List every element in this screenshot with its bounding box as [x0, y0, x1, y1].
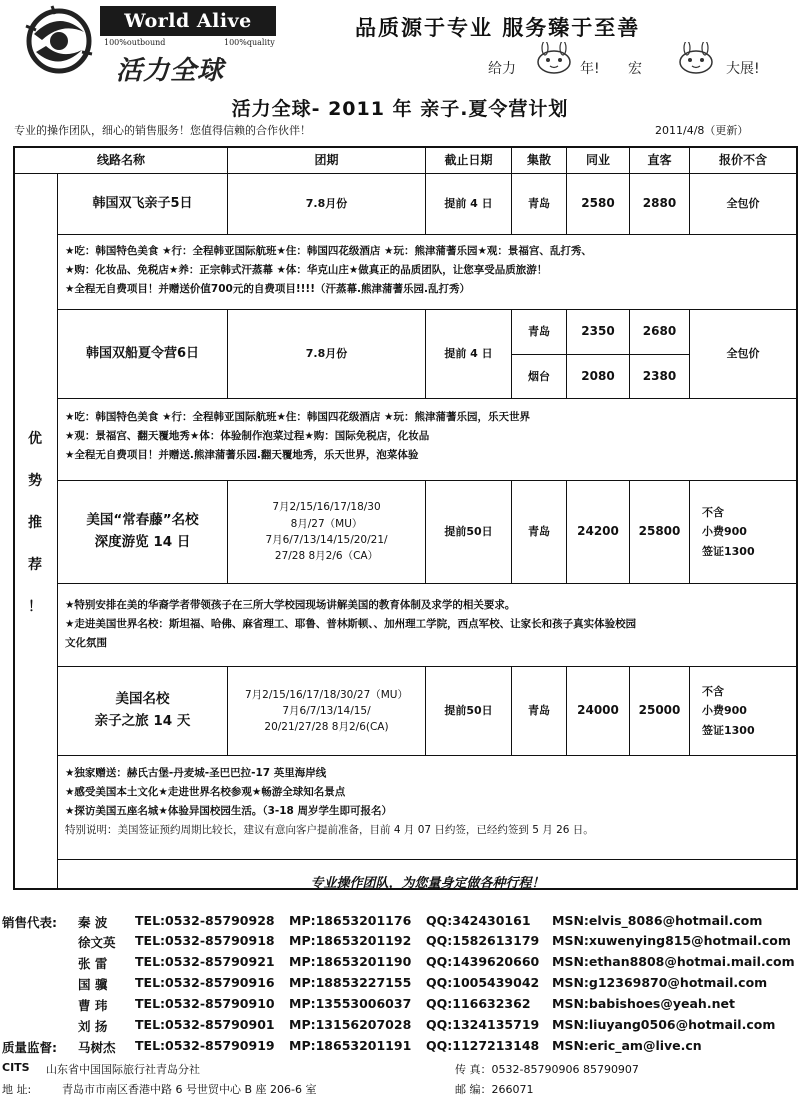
deadline: 提前 4 日 [444, 347, 493, 361]
route-name [58, 667, 227, 755]
contact-mobile: MP:18653201191 [289, 1038, 412, 1053]
header-route: 线路名称 [96, 152, 145, 167]
contact-msn: MSN:ethan8808@hotmai.mail.com [552, 954, 795, 969]
city: 青岛 [528, 704, 550, 718]
slogan2-a: 给力 [488, 61, 516, 77]
cits-label: CITS [2, 1061, 30, 1074]
contact-msn: MSN:liuyang0506@hotmail.com [552, 1017, 776, 1032]
excl-line: 小费900 [702, 525, 747, 539]
header-city: 集散 [526, 152, 551, 167]
note-line: ★全程无自费项目！并赠送价值700元的自费项目!!!!（汗蒸幕.熊津蒲蓍乐园.乱打秀） [65, 283, 470, 295]
note-line: ★观：景福宫、翻天覆地秀★体：体验制作泡菜过程★购：国际免税店，化妆品 [65, 430, 430, 442]
brand-en: World Alive Tour [100, 6, 276, 36]
contact-tel: TEL:0532-85790921 [135, 954, 275, 969]
period [228, 667, 425, 755]
contact-msn: MSN:g12369870@hotmail.com [552, 975, 768, 990]
slogan-secondary [488, 58, 788, 88]
note-line: 文化氛围 [65, 637, 107, 649]
contact-qq: QQ:342430161 [426, 913, 531, 928]
contact-tel: TEL:0532-85790928 [135, 913, 275, 928]
advantage-label [14, 428, 56, 638]
period-line: 20/21/27/28 8月2/6(CA) [264, 721, 389, 734]
retail-price: 2380 [642, 368, 677, 383]
page-title: 活力全球- 2011 年 亲子.夏令营计划 [231, 98, 569, 120]
period-line: 27/28 8月2/6（CA） [274, 550, 379, 563]
period-line: 7月2/15/16/17/18/30 [272, 501, 381, 514]
excl-line: 小费900 [702, 704, 747, 718]
contact-row [0, 954, 800, 974]
contact-tel: TEL:0532-85790901 [135, 1017, 275, 1032]
contact-tel: TEL:0532-85790910 [135, 996, 275, 1011]
notes-block [65, 764, 793, 840]
retail-price: 25000 [638, 703, 681, 718]
route-line: 美国名校 [115, 691, 170, 708]
brand-sub-right: 100%quality [224, 38, 275, 47]
route-line: 亲子之旅 14 天 [94, 713, 191, 729]
period [228, 481, 425, 583]
period-line: 8月/27（MU） [290, 517, 363, 530]
note-line: ★走进美国世界名校：斯坦福、哈佛、麻省理工、耶鲁、普林斯顿、、加州理工学院，西点军校、让家长和孩子真实体验校园 [65, 618, 637, 630]
contact-name: 马树杰 [78, 1040, 116, 1055]
trade-price: 2580 [581, 196, 615, 211]
brand-sub-left: 100%outbound [104, 38, 166, 47]
advantage-char: ！ [28, 599, 42, 615]
period-line: 7月6/7/13/14/15/ [282, 704, 371, 717]
trade-price: 2350 [581, 324, 615, 339]
row-divider [57, 755, 798, 756]
contact-qq: QQ:1582613179 [426, 933, 540, 948]
table-border [796, 146, 798, 890]
contact-mobile: MP:13553006037 [289, 996, 412, 1011]
contact-qq: QQ:1439620660 [426, 954, 540, 969]
contact-row [0, 1038, 800, 1058]
trade-price: 24000 [577, 703, 619, 718]
contact-tel: TEL:0532-85790916 [135, 975, 275, 990]
contact-name: 国 骥 [78, 977, 108, 992]
slogan2-d: 大展! [726, 61, 760, 77]
contact-mobile: MP:18653201192 [289, 933, 412, 948]
city: 青岛 [528, 197, 550, 211]
row-divider [57, 583, 798, 584]
advantage-char: 势 [28, 473, 42, 489]
contact-row [0, 913, 800, 933]
slogan: 品质源于专业 服务臻于至善 [355, 16, 641, 40]
qc-label: 质量监督: [2, 1040, 57, 1055]
trade-price: 2080 [581, 368, 615, 383]
itinerary-table [13, 146, 798, 890]
contact-mobile: MP:18653201190 [289, 954, 412, 969]
rabbit-face-icon [674, 42, 718, 74]
note-line: ★特别安排在美的华裔学者带领孩子在三所大学校园现场讲解美国的教育体制及求学的相关要求。 [65, 599, 516, 611]
bottom-slogan: 专业操作团队，为您量身定做各种行程！ [310, 876, 545, 891]
note-line: ★吃：韩国特色美食 ★行：全程韩亚国际航班★住：韩国四花级酒店 ★玩：熊津蒲蓍乐园★观：景福宫、乱打秀、 [65, 245, 592, 257]
header-trade: 同业 [585, 152, 610, 167]
notes-block [65, 242, 793, 299]
excl-line: 不含 [702, 685, 724, 699]
contact-row [0, 975, 800, 995]
route-name: 韩国双飞亲子5日 [92, 195, 193, 211]
route-name: 韩国双船夏令营6日 [85, 345, 200, 361]
deadline: 提前 4 日 [444, 197, 493, 211]
city: 烟台 [528, 369, 550, 383]
contact-row [0, 933, 800, 953]
row-divider [57, 398, 798, 399]
header-excl: 报价不含 [718, 152, 767, 167]
note-line: ★全程无自费项目！并赠送.熊津蒲蓍乐园.翻天覆地秀，乐天世界，泡菜体验 [65, 449, 419, 461]
contact-name: 秦 波 [78, 915, 108, 930]
contact-name: 曹 玮 [78, 998, 108, 1013]
notes-block [65, 408, 793, 465]
city: 青岛 [528, 325, 550, 339]
header-deadline: 截止日期 [444, 152, 493, 167]
advantage-char: 推 [28, 515, 42, 531]
excl-line: 不含 [702, 506, 724, 520]
header [0, 0, 800, 90]
route-line: 深度游览 14 日 [94, 534, 191, 550]
contact-qq: QQ:116632362 [426, 996, 531, 1011]
address-label: 地 址: [2, 1083, 32, 1096]
contact-qq: QQ:1127213148 [426, 1038, 540, 1053]
note-line: ★购：化妆品、免税店★养：正宗韩式汗蒸幕 ★体：华克山庄★做真正的品质团队，让您享受品质旅游！ [65, 264, 548, 276]
notes-block [65, 596, 793, 653]
contact-qq: QQ:1324135719 [426, 1017, 540, 1032]
contact-name: 徐文英 [78, 935, 116, 950]
contact-msn: MSN:elvis_8086@hotmail.com [552, 913, 763, 928]
contact-mobile: MP:18653201176 [289, 913, 412, 928]
address: 青岛市市南区香港中路 6 号世贸中心 B 座 206-6 室 [62, 1083, 317, 1096]
excl-line: 签证1300 [702, 723, 755, 737]
route-line: 美国“常春藤”名校 [86, 512, 199, 529]
brand-sub [104, 38, 275, 47]
note-line: 特别说明：美国签证预约周期比较长，建议有意向客户提前准备，目前 4 月 07 日约签，已经约签到 5 月 26 日。 [65, 824, 594, 836]
retail-price: 2880 [642, 196, 677, 211]
contact-qq: QQ:1005439042 [426, 975, 540, 990]
trade-price: 24200 [577, 524, 619, 539]
period-line: 7月2/15/16/17/18/30/27（MU） [245, 688, 408, 701]
contact-tel: TEL:0532-85790918 [135, 933, 275, 948]
company-name: 山东省中国国际旅行社青岛分社 [46, 1063, 200, 1076]
advantage-char: 荐 [28, 557, 42, 573]
price-excl: 全包价 [726, 197, 760, 211]
header-retail: 直客 [647, 152, 672, 167]
row-divider [57, 859, 798, 860]
retail-price: 2680 [642, 324, 677, 339]
contact-name: 张 雷 [78, 956, 108, 971]
brand-cn: 活力全球 [116, 56, 225, 86]
contact-msn: MSN:xuwenying815@hotmail.com [552, 933, 791, 948]
contact-mobile: MP:18853227155 [289, 975, 412, 990]
sales-label: 销售代表: [2, 915, 57, 930]
contact-row [0, 996, 800, 1016]
note-line: ★探访美国五座名城★体验异国校园生活。（3-18 周岁学生即可报名） [65, 805, 393, 817]
route-name [58, 481, 227, 583]
intro-text: 专业的操作团队，细心的销售服务！您值得信赖的合作伙伴！ [14, 124, 311, 137]
price-excl: 全包价 [726, 347, 760, 361]
price-excl [690, 481, 796, 583]
note-line: ★感受美国本土文化★走进世界名校参观★畅游全球知名景点 [65, 786, 346, 798]
contact-name: 刘 扬 [78, 1019, 108, 1034]
slogan2-c: 宏 [628, 61, 642, 77]
period: 7.8月份 [305, 197, 348, 211]
contact-msn: MSN:eric_am@live.cn [552, 1038, 702, 1053]
update-date: 2011/4/8（更新） [655, 124, 749, 137]
slogan2-b: 年! [580, 61, 600, 77]
contact-mobile: MP:13156207028 [289, 1017, 412, 1032]
contact-msn: MSN:babishoes@yeah.net [552, 996, 735, 1011]
contact-tel: TEL:0532-85790919 [135, 1038, 275, 1053]
deadline: 提前50日 [444, 525, 493, 539]
price-excl [690, 667, 796, 755]
row-divider [57, 234, 798, 235]
header-period: 团期 [314, 152, 339, 167]
retail-price: 25800 [638, 524, 681, 539]
note-line: ★独家赠送：赫氏古堡-丹麦城-圣巴巴拉-17 英里海岸线 [65, 767, 327, 779]
note-line: ★吃：韩国特色美食 ★行：全程韩亚国际航班★住：韩国四花级酒店 ★玩：熊津蒲蓍乐园，乐天世界 [65, 411, 530, 423]
globe-swirl-logo-icon [22, 4, 96, 78]
contact-row [0, 1017, 800, 1037]
excl-line: 签证1300 [702, 544, 755, 558]
deadline: 提前50日 [444, 704, 493, 718]
period: 7.8月份 [305, 347, 348, 361]
postcode: 邮 编：266071 [455, 1083, 534, 1096]
period-line: 7月6/7/13/14/15/20/21/ [265, 534, 388, 546]
city: 青岛 [528, 525, 550, 539]
fax: 传 真：0532-85790906 85790907 [455, 1063, 639, 1076]
rabbit-face-icon [532, 42, 576, 74]
advantage-char: 优 [28, 431, 42, 447]
